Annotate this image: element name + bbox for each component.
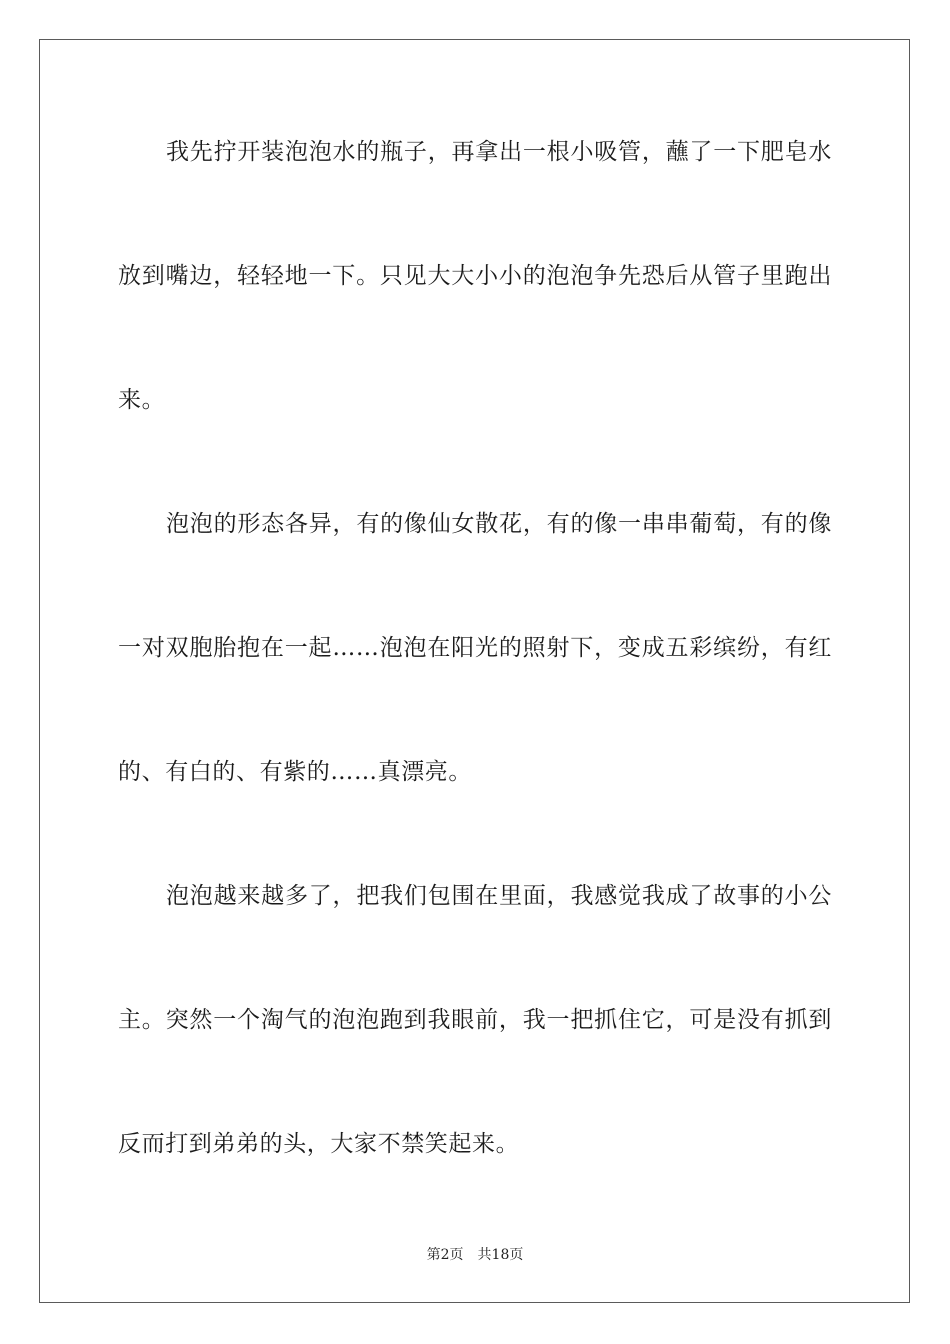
page-number: 第2页 bbox=[426, 1247, 464, 1263]
paragraph-2-line-1: 泡泡的形态各异，有的像仙女散花，有的像一串串葡萄，有的像 bbox=[166, 511, 832, 537]
paragraph-2-line-2: 一对双胞胎抱在一起……泡泡在阳光的照射下，变成五彩缤纷，有红 bbox=[118, 635, 832, 661]
page-footer bbox=[0, 1246, 950, 1264]
paragraph-1-line-1: 我先拧开装泡泡水的瓶子，再拿出一根小吸管，蘸了一下肥皂水 bbox=[166, 139, 832, 165]
paragraph-1-line-2: 放到嘴边，轻轻地一下。只见大大小小的泡泡争先恐后从管子里跑出 bbox=[118, 263, 832, 289]
paragraph-1-line-3: 来。 bbox=[118, 387, 166, 413]
paragraph-3-line-1: 泡泡越来越多了，把我们包围在里面，我感觉我成了故事的小公 bbox=[166, 883, 832, 909]
paragraph-2-line-3: 的、有白的、有紫的……真漂亮。 bbox=[118, 759, 472, 785]
paragraph-3-line-3: 反而打到弟弟的头，大家不禁笑起来。 bbox=[118, 1131, 520, 1157]
paragraph-3-line-2: 主。突然一个淘气的泡泡跑到我眼前，我一把抓住它，可是没有抓到 bbox=[118, 1007, 832, 1033]
page-border bbox=[39, 39, 910, 1303]
page-total: 共18页 bbox=[477, 1247, 524, 1263]
